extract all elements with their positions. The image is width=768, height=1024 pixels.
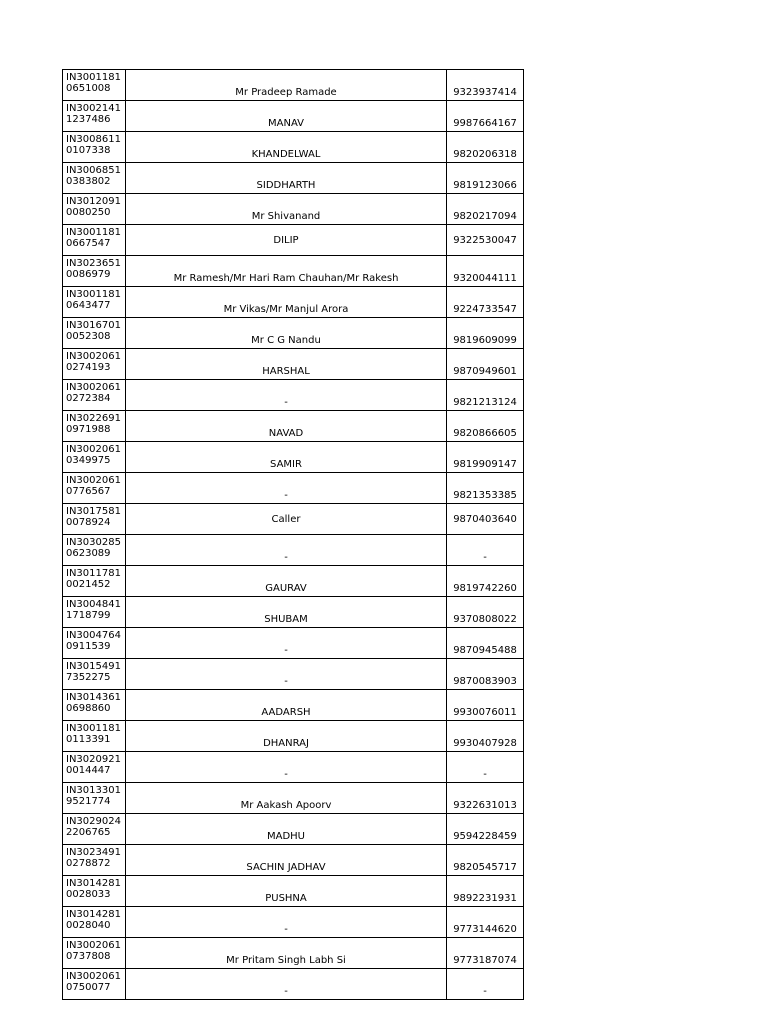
table-row: [63, 845, 524, 876]
name-cell: SIDDHARTH: [126, 163, 447, 194]
client-id-line1: IN3002141: [66, 103, 121, 114]
client-id-cell: [63, 907, 126, 938]
client-id-line2: 0028040: [66, 920, 111, 931]
phone-cell: 9224733547: [447, 287, 524, 318]
name-cell: AADARSH: [126, 690, 447, 721]
phone-cell: 9870945488: [447, 628, 524, 659]
table-row: [63, 287, 524, 318]
table-row: [63, 969, 524, 1000]
client-id-line1: IN3012091: [66, 196, 121, 207]
phone-cell: 9820866605: [447, 411, 524, 442]
client-id-line2: 0028033: [66, 889, 111, 900]
table-row: [63, 597, 524, 628]
phone-cell: -: [447, 752, 524, 783]
name-cell: MANAV: [126, 101, 447, 132]
client-id-line1: IN3016701: [66, 320, 121, 331]
client-id-line1: IN3015491: [66, 661, 121, 672]
phone-cell: 9320044111: [447, 256, 524, 287]
name-cell: -: [126, 380, 447, 411]
client-id-cell: [63, 721, 126, 752]
client-id-cell: [63, 504, 126, 535]
client-id-cell: [63, 473, 126, 504]
table-row: [63, 690, 524, 721]
client-id-line1: IN3014361: [66, 692, 121, 703]
client-id-line1: IN3011781: [66, 568, 121, 579]
name-cell: -: [126, 969, 447, 1000]
phone-cell: 9930076011: [447, 690, 524, 721]
phone-cell: 9987664167: [447, 101, 524, 132]
name-cell: HARSHAL: [126, 349, 447, 380]
client-id-line1: IN3001181: [66, 72, 121, 83]
table-row: [63, 566, 524, 597]
name-cell: -: [126, 535, 447, 566]
client-id-line1: IN3023651: [66, 258, 121, 269]
name-cell: NAVAD: [126, 411, 447, 442]
table-row: [63, 132, 524, 163]
client-id-line1: IN3002061: [66, 940, 121, 951]
name-cell: MADHU: [126, 814, 447, 845]
table-row: [63, 349, 524, 380]
phone-cell: 9930407928: [447, 721, 524, 752]
client-id-cell: [63, 659, 126, 690]
name-cell: Mr Shivanand: [126, 194, 447, 225]
client-id-line2: 0080250: [66, 207, 111, 218]
client-id-line2: 0274193: [66, 362, 111, 373]
client-id-line1: IN3020921: [66, 754, 121, 765]
client-id-cell: [63, 101, 126, 132]
name-cell: Mr Pritam Singh Labh Si: [126, 938, 447, 969]
client-id-line2: 0349975: [66, 455, 111, 466]
name-cell: Mr C G Nandu: [126, 318, 447, 349]
table-row: [63, 628, 524, 659]
records-table: [62, 69, 524, 1000]
phone-cell: 9773187074: [447, 938, 524, 969]
name-cell: DHANRAJ: [126, 721, 447, 752]
phone-cell: 9819742260: [447, 566, 524, 597]
client-id-line1: IN3002061: [66, 444, 121, 455]
client-id-line2: 0971988: [66, 424, 111, 435]
client-id-cell: [63, 194, 126, 225]
client-id-line1: IN3002061: [66, 475, 121, 486]
table-row: [63, 380, 524, 411]
client-id-line2: 0698860: [66, 703, 111, 714]
client-id-cell: [63, 535, 126, 566]
client-id-line2: 9521774: [66, 796, 111, 807]
client-id-line1: IN3014281: [66, 878, 121, 889]
phone-cell: -: [447, 535, 524, 566]
client-id-line2: 0737808: [66, 951, 111, 962]
client-id-line1: IN3008611: [66, 134, 121, 145]
client-id-cell: [63, 628, 126, 659]
client-id-line2: 0021452: [66, 579, 111, 590]
client-id-cell: [63, 132, 126, 163]
phone-cell: 9819609099: [447, 318, 524, 349]
client-id-cell: [63, 566, 126, 597]
client-id-cell: [63, 783, 126, 814]
client-id-line2: 1718799: [66, 610, 111, 621]
phone-cell: 9820545717: [447, 845, 524, 876]
phone-cell: 9322631013: [447, 783, 524, 814]
client-id-line1: IN3030285: [66, 537, 121, 548]
phone-cell: 9892231931: [447, 876, 524, 907]
name-cell: SHUBAM: [126, 597, 447, 628]
phone-cell: 9322530047: [447, 225, 524, 256]
client-id-cell: [63, 597, 126, 628]
client-id-cell: [63, 411, 126, 442]
name-cell: PUSHNA: [126, 876, 447, 907]
name-cell: -: [126, 659, 447, 690]
client-id-line2: 0014447: [66, 765, 111, 776]
client-id-line2: 0278872: [66, 858, 111, 869]
name-cell: Mr Pradeep Ramade: [126, 70, 447, 101]
client-id-cell: [63, 318, 126, 349]
client-id-line2: 0078924: [66, 517, 111, 528]
records-body: [63, 70, 524, 1000]
phone-cell: 9821353385: [447, 473, 524, 504]
name-cell: Caller: [126, 504, 447, 535]
phone-cell: 9819123066: [447, 163, 524, 194]
table-row: [63, 938, 524, 969]
client-id-line1: IN3002061: [66, 351, 121, 362]
name-cell: Mr Vikas/Mr Manjul Arora: [126, 287, 447, 318]
client-id-line1: IN3002061: [66, 382, 121, 393]
client-id-line2: 0911539: [66, 641, 111, 652]
client-id-line2: 0776567: [66, 486, 111, 497]
client-id-line1: IN3022691: [66, 413, 121, 424]
name-cell: Mr Aakash Apoorv: [126, 783, 447, 814]
client-id-cell: [63, 752, 126, 783]
table-row: [63, 318, 524, 349]
phone-cell: 9370808022: [447, 597, 524, 628]
name-cell: -: [126, 473, 447, 504]
client-id-cell: [63, 256, 126, 287]
client-id-line1: IN3013301: [66, 785, 121, 796]
table-row: [63, 225, 524, 256]
client-id-line1: IN3001181: [66, 289, 121, 300]
client-id-cell: [63, 814, 126, 845]
client-id-line2: 0272384: [66, 393, 111, 404]
phone-cell: 9870949601: [447, 349, 524, 380]
client-id-line2: 1237486: [66, 114, 111, 125]
client-id-line2: 7352275: [66, 672, 111, 683]
client-id-cell: [63, 690, 126, 721]
phone-cell: 9819909147: [447, 442, 524, 473]
table-row: [63, 814, 524, 845]
phone-cell: 9820206318: [447, 132, 524, 163]
client-id-cell: [63, 845, 126, 876]
client-id-line1: IN3017581: [66, 506, 121, 517]
client-id-cell: [63, 287, 126, 318]
client-id-cell: [63, 163, 126, 194]
phone-cell: 9323937414: [447, 70, 524, 101]
table-row: [63, 194, 524, 225]
client-id-line1: IN3001181: [66, 227, 121, 238]
table-row: [63, 473, 524, 504]
client-id-cell: [63, 349, 126, 380]
client-id-cell: [63, 70, 126, 101]
client-id-cell: [63, 225, 126, 256]
client-id-line2: 0383802: [66, 176, 111, 187]
client-id-cell: [63, 969, 126, 1000]
phone-cell: 9773144620: [447, 907, 524, 938]
client-id-cell: [63, 876, 126, 907]
name-cell: SACHIN JADHAV: [126, 845, 447, 876]
table-row: [63, 411, 524, 442]
table-row: [63, 101, 524, 132]
client-id-cell: [63, 938, 126, 969]
table-row: [63, 907, 524, 938]
client-id-line1: IN3004841: [66, 599, 121, 610]
client-id-line1: IN3004764: [66, 630, 121, 641]
name-cell: -: [126, 907, 447, 938]
table-row: [63, 535, 524, 566]
phone-cell: 9870083903: [447, 659, 524, 690]
table-row: [63, 659, 524, 690]
client-id-line2: 0667547: [66, 238, 111, 249]
table-row: [63, 783, 524, 814]
client-id-line1: IN3002061: [66, 971, 121, 982]
phone-cell: 9820217094: [447, 194, 524, 225]
table-row: [63, 163, 524, 194]
name-cell: -: [126, 752, 447, 783]
client-id-line2: 0750077: [66, 982, 111, 993]
client-id-cell: [63, 442, 126, 473]
client-id-line2: 0086979: [66, 269, 111, 280]
name-cell: Mr Ramesh/Mr Hari Ram Chauhan/Mr Rakesh: [126, 256, 447, 287]
phone-cell: 9870403640: [447, 504, 524, 535]
name-cell: DILIP: [126, 225, 447, 256]
client-id-line1: IN3029024: [66, 816, 121, 827]
client-id-line1: IN3006851: [66, 165, 121, 176]
phone-cell: 9821213124: [447, 380, 524, 411]
client-id-line2: 0623089: [66, 548, 111, 559]
table-row: [63, 876, 524, 907]
client-id-line1: IN3001181: [66, 723, 121, 734]
client-id-line2: 0052308: [66, 331, 111, 342]
table-row: [63, 256, 524, 287]
name-cell: SAMIR: [126, 442, 447, 473]
client-id-line2: 2206765: [66, 827, 111, 838]
client-id-line2: 0113391: [66, 734, 111, 745]
client-id-line2: 0643477: [66, 300, 111, 311]
name-cell: KHANDELWAL: [126, 132, 447, 163]
table-row: [63, 752, 524, 783]
name-cell: -: [126, 628, 447, 659]
client-id-line2: 0651008: [66, 83, 111, 94]
client-id-cell: [63, 380, 126, 411]
phone-cell: 9594228459: [447, 814, 524, 845]
name-cell: GAURAV: [126, 566, 447, 597]
table-row: [63, 721, 524, 752]
client-id-line1: IN3023491: [66, 847, 121, 858]
phone-cell: -: [447, 969, 524, 1000]
client-id-line2: 0107338: [66, 145, 111, 156]
table-row: [63, 70, 524, 101]
table-row: [63, 504, 524, 535]
table-row: [63, 442, 524, 473]
client-id-line1: IN3014281: [66, 909, 121, 920]
